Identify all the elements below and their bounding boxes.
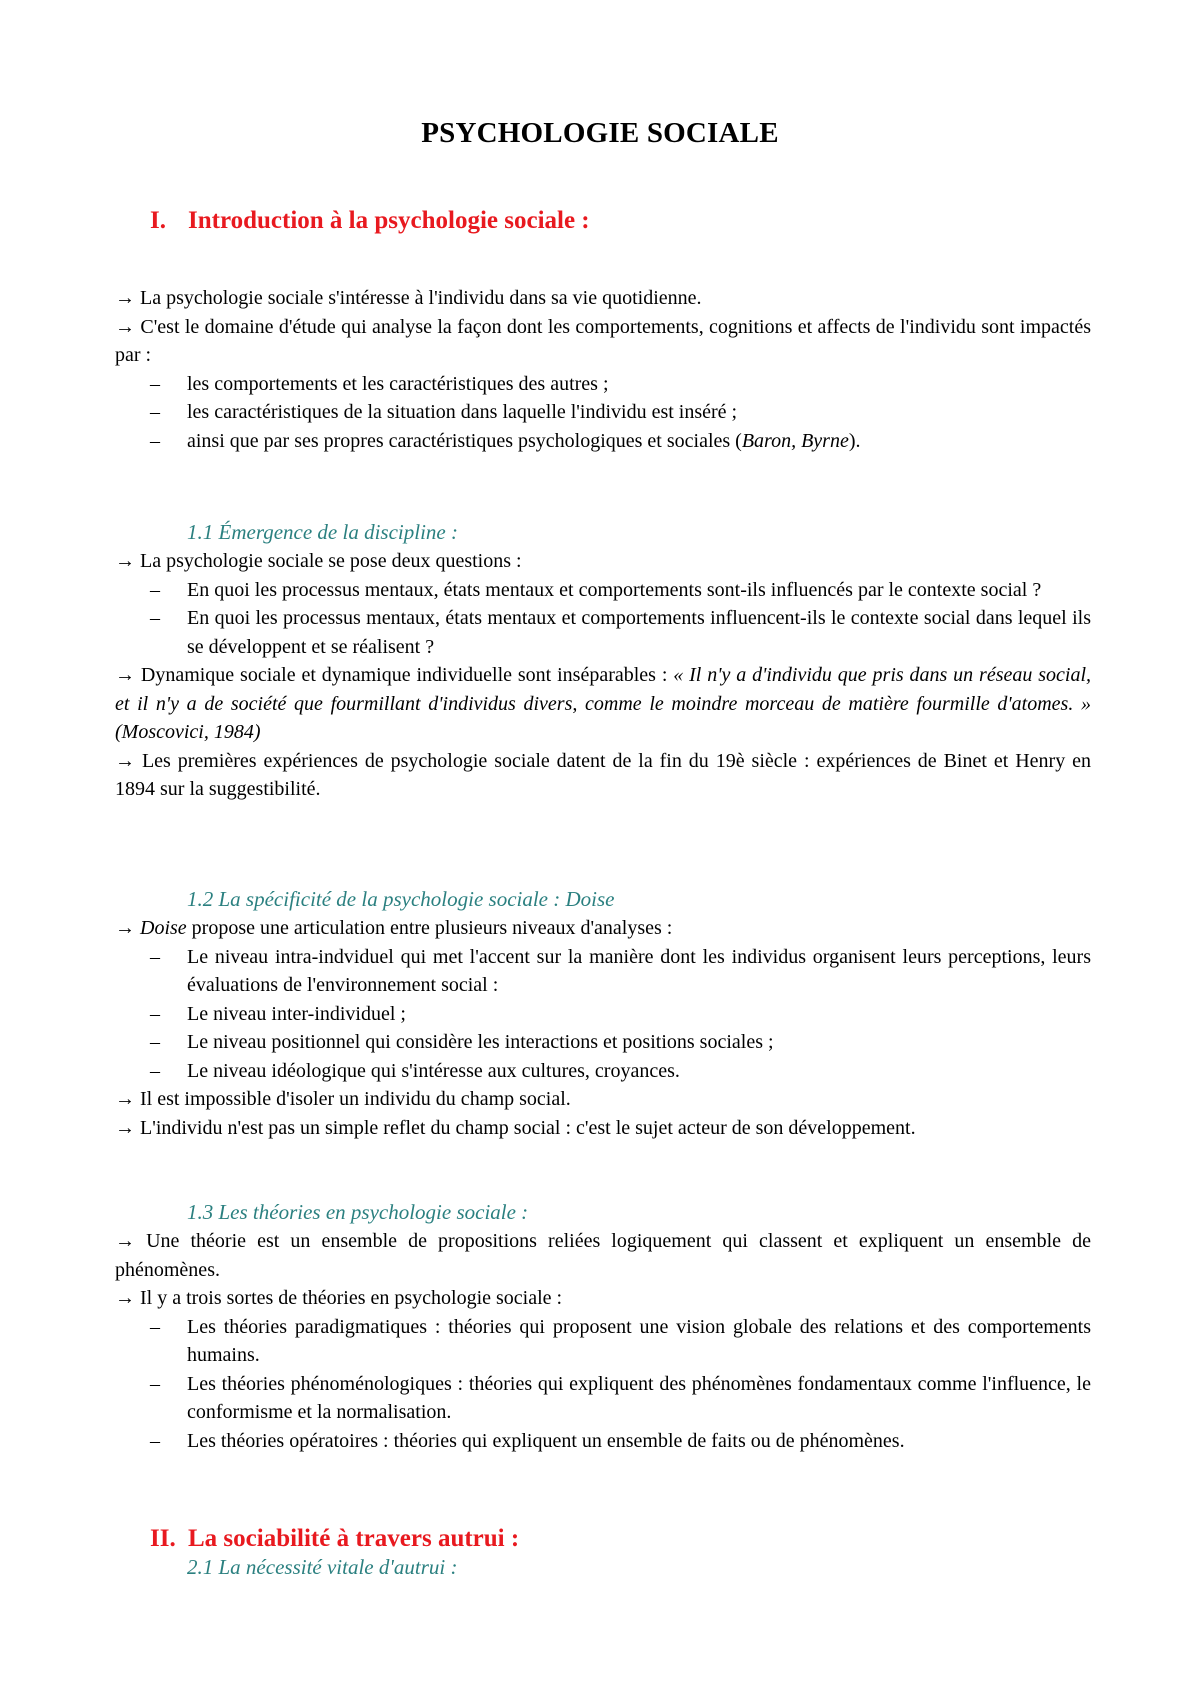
dash-icon: – — [150, 429, 160, 452]
citation: Baron, Byrne — [741, 429, 849, 452]
section-1-body — [115, 284, 1091, 455]
dash-icon: – — [150, 1031, 160, 1053]
paragraph — [115, 1114, 1091, 1143]
dash-icon: – — [150, 1429, 160, 1452]
section-2-number: II. — [150, 1525, 176, 1552]
section-1-title: Introduction à la psychologie sociale : — [188, 207, 590, 234]
paragraph-text: La psychologie sociale s'intéresse à l'individu dans sa vie quotidienne. — [140, 287, 702, 309]
subsection-1-2-body — [115, 914, 1091, 1142]
arrow-icon: → — [115, 550, 135, 572]
paragraph — [115, 1085, 1091, 1114]
document-title: PSYCHOLOGIE SOCIALE — [421, 117, 779, 149]
section-1-heading — [150, 207, 590, 235]
dash-icon: – — [150, 1002, 160, 1025]
list-item — [115, 1000, 1091, 1029]
subsection-1-1-body — [115, 547, 1091, 804]
list-item — [115, 604, 1091, 661]
list-item-text: En quoi les processus mentaux, états mentaux et comportements influencent-ils le contexte social dans lequel ils se développent et se réalisent ? — [187, 607, 1091, 658]
bullet-list — [115, 943, 1091, 1086]
dash-icon: – — [150, 1372, 160, 1395]
list-item — [115, 1370, 1091, 1427]
list-item-text: ainsi que par ses propres caractéristiques psychologiques et sociales ( — [187, 429, 742, 452]
list-item-text: Les théories paradigmatiques : théories qui proposent une vision globale des relations et des comportements humains. — [187, 1315, 1091, 1366]
bullet-list — [115, 370, 1091, 456]
dash-icon: – — [150, 401, 160, 423]
list-item-text: les comportements et les caractéristiques des autres ; — [187, 372, 609, 395]
list-item-text: Les théories opératoires : théories qui expliquent un ensemble de faits ou de phénomènes. — [187, 1429, 905, 1452]
paragraph — [115, 661, 1091, 747]
arrow-icon: → — [115, 749, 135, 772]
list-item — [115, 1313, 1091, 1370]
list-item-text: Le niveau positionnel qui considère les interactions et positions sociales ; — [187, 1031, 774, 1053]
paragraph — [115, 747, 1091, 804]
dash-icon: – — [150, 1315, 160, 1338]
list-item-text: Le niveau inter-individuel ; — [187, 1002, 406, 1025]
arrow-icon: → — [115, 287, 135, 309]
list-item-text: En quoi les processus mentaux, états mentaux et comportements sont-ils influencés par le contexte social ? — [187, 578, 1042, 601]
paragraph-text: L'individu n'est pas un simple reflet du champ social : c'est le sujet acteur de son développement. — [140, 1116, 916, 1139]
paragraph — [115, 1227, 1091, 1284]
dash-icon: – — [150, 607, 160, 629]
dash-icon: – — [150, 945, 160, 968]
subsection-1-1-heading: 1.1 Émergence de la discipline : — [187, 520, 458, 544]
list-item-text: ). — [848, 429, 861, 452]
list-item-text: Les théories phénoménologiques : théories qui expliquent des phénomènes fondamentaux comme l'influence, le conformisme et la normalisation. — [187, 1372, 1091, 1423]
paragraph-text: La psychologie sociale se pose deux questions : — [140, 550, 522, 572]
arrow-icon: → — [115, 1287, 135, 1309]
paragraph-text: Dynamique sociale et dynamique individuelle sont inséparables : — [140, 664, 674, 686]
subsection-2-1-heading: 2.1 La nécessité vitale d'autrui : — [187, 1555, 458, 1579]
quote: « Il n'y a d'individu que pris dans un réseau social, et il n'y a de société que fourmillant d'individus divers, comme le moindre morceau de matière fourmille d'atomes. » (Moscovici, 1984) — [115, 664, 1092, 743]
section-2-heading — [150, 1525, 519, 1553]
list-item — [115, 1427, 1091, 1456]
list-item — [115, 576, 1091, 605]
subsection-1-3-heading: 1.3 Les théories en psychologie sociale : — [187, 1200, 529, 1224]
arrow-icon: → — [115, 664, 135, 686]
paragraph-text: Les premières expériences de psychologie sociale datent de la fin du 19è siècle : expériences de Binet et Henry en 1894 sur la suggestibilité. — [115, 749, 1092, 800]
list-item-text: Le niveau idéologique qui s'intéresse aux cultures, croyances. — [187, 1059, 680, 1082]
paragraph-text: Une théorie est un ensemble de propositions reliées logiquement qui classent et expliquent un ensemble de phénomènes. — [115, 1230, 1092, 1281]
paragraph — [115, 313, 1091, 370]
subsection-1-2-heading: 1.2 La spécificité de la psychologie sociale : Doise — [187, 887, 615, 911]
list-item — [115, 1057, 1091, 1086]
arrow-icon: → — [115, 315, 135, 338]
list-item — [115, 398, 1091, 427]
paragraph-text: Il y a trois sortes de théories en psychologie sociale : — [140, 1287, 563, 1309]
arrow-icon: → — [115, 917, 135, 939]
list-item-text: Le niveau intra-indviduel qui met l'accent sur la manière dont les individus organisent leurs perceptions, leurs évaluations de l'environnement social : — [187, 945, 1091, 996]
paragraph-text: C'est le domaine d'étude qui analyse la façon dont les comportements, cognitions et affects de l'individu sont impactés par : — [115, 315, 1091, 366]
list-item-text: les caractéristiques de la situation dans laquelle l'individu est inséré ; — [187, 401, 738, 423]
author-name: Doise — [140, 917, 187, 939]
paragraph-text: Il est impossible d'isoler un individu du champ social. — [140, 1088, 571, 1110]
bullet-list — [115, 1313, 1091, 1456]
list-item — [115, 370, 1091, 399]
list-item — [115, 1028, 1091, 1057]
dash-icon: – — [150, 1059, 160, 1082]
dash-icon: – — [150, 372, 160, 395]
list-item — [115, 943, 1091, 1000]
subsection-1-3-body — [115, 1227, 1091, 1455]
list-item — [115, 427, 1091, 456]
section-1-number: I. — [150, 207, 166, 234]
paragraph-text: propose une articulation entre plusieurs niveaux d'analyses : — [186, 917, 673, 939]
bullet-list — [115, 576, 1091, 662]
paragraph — [115, 1284, 1091, 1313]
arrow-icon: → — [115, 1230, 135, 1252]
paragraph — [115, 284, 1091, 313]
paragraph — [115, 547, 1091, 576]
dash-icon: – — [150, 578, 160, 601]
arrow-icon: → — [115, 1088, 135, 1110]
arrow-icon: → — [115, 1116, 135, 1139]
section-2-title: La sociabilité à travers autrui : — [188, 1525, 520, 1552]
paragraph — [115, 914, 1091, 943]
